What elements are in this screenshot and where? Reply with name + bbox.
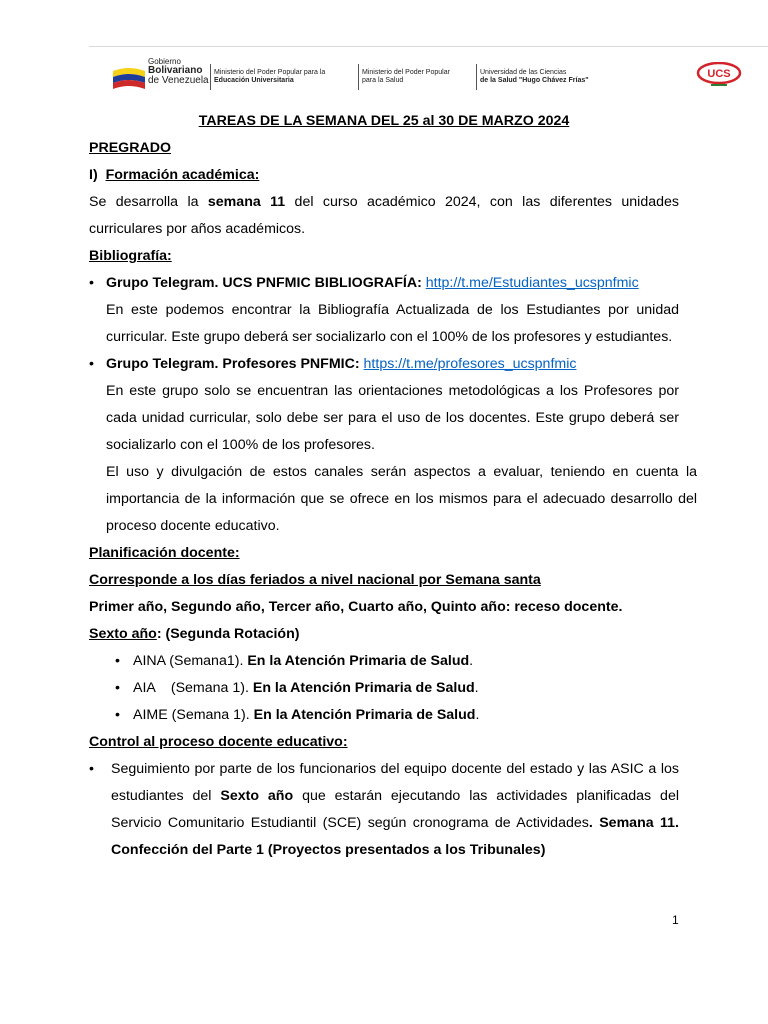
page-title: TAREAS DE LA SEMANA DEL 25 al 30 DE MARZO 2024 xyxy=(198,113,570,129)
section-formacion xyxy=(89,162,679,189)
header-divider xyxy=(358,64,359,90)
rotation-name: AIME (Semana 1). xyxy=(133,707,254,723)
ministry-health-line2: para la Salud xyxy=(362,77,404,84)
control-paragraph xyxy=(89,756,679,864)
section-formacion-title: Formación académica: xyxy=(105,167,260,183)
list-item xyxy=(89,648,679,675)
text-run: . xyxy=(469,653,474,669)
feriados-note: Corresponde a los días feriados a nivel nacional por Semana santa xyxy=(89,572,541,588)
list-item-telegram-bibliografia xyxy=(89,270,679,297)
gov-line-1: Gobierno xyxy=(148,57,181,66)
text-run: Se desarrolla la xyxy=(89,194,208,210)
bullet-icon: • xyxy=(89,761,94,777)
text-run: del curso académico 2024, con las diferentes unidades curriculares por años académicos. xyxy=(89,194,679,237)
telegram-group-label: Grupo Telegram. UCS PNFMIC BIBLIOGRAFÍA: xyxy=(106,275,422,291)
ministry-education-line2: Educación Universitaria xyxy=(214,77,294,84)
rotation-location: En la Atención Primaria de Salud xyxy=(253,707,476,723)
heading-bibliografia: Bibliografía: xyxy=(89,248,172,264)
ucs-logo-text: UCS xyxy=(707,68,731,80)
telegram-group-label: Grupo Telegram. Profesores PNFMIC: xyxy=(106,356,360,372)
rotation-location: En la Atención Primaria de Salud xyxy=(247,653,470,669)
text-run: . xyxy=(475,707,480,723)
canales-evaluation-note: El uso y divulgación de estos canales serán aspectos a evaluar, teniendo en cuenta la importancia de la información que se ofrece en los mismos para el adecuado desarrollo del proceso docente educativo. xyxy=(106,464,697,534)
rotation-name: AINA (Semana1). xyxy=(133,653,248,669)
bullet-icon: • xyxy=(115,653,120,669)
text-run: que estarán ejecutando las actividades planificadas del Servicio Comunitario Estudiantil (SCE) según cronograma de Actividades xyxy=(111,788,679,831)
header-divider xyxy=(210,64,211,90)
bullet-icon: • xyxy=(89,275,94,291)
heading-control: Control al proceso docente educativo: xyxy=(89,734,348,750)
list-item-telegram-profesores xyxy=(89,351,679,378)
bullet-icon: • xyxy=(115,680,120,696)
rotation-location: En la Atención Primaria de Salud xyxy=(252,680,475,696)
text-run: Seguimiento por parte de los funcionarios del equipo docente del estado y las ASIC a los estudiantes del xyxy=(111,761,679,804)
telegram-profesores-description: En este grupo solo se encuentran las orientaciones metodológicas a los Profesores por cada unidad curricular, solo debe ser para el uso de los docentes. Este grupo deberá ser socializarlo con el 100% de los profesores. xyxy=(106,383,679,453)
document-body xyxy=(89,108,697,864)
section-pregrado: PREGRADO xyxy=(89,140,171,156)
ministry-health-line1: Ministerio del Poder Popular xyxy=(362,69,450,76)
sexto-ano-label: Sexto año xyxy=(89,626,157,642)
rotation-name: AIA (Semana 1). xyxy=(133,680,253,696)
telegram-bibliografia-link[interactable]: http://t.me/Estudiantes_ucspnfmic xyxy=(425,275,639,291)
section-number: I) xyxy=(89,167,98,183)
university-line2: de la Salud "Hugo Chávez Frías" xyxy=(480,77,589,84)
receso-note: Primer año, Segundo año, Tercer año, Cuarto año, Quinto año: receso docente. xyxy=(89,599,623,615)
ucs-logo xyxy=(696,62,742,88)
paragraph-semana xyxy=(89,189,679,243)
text-run: . xyxy=(588,815,593,831)
semana-number: semana 11 xyxy=(207,194,286,210)
list-item xyxy=(89,702,679,729)
bullet-icon: • xyxy=(89,356,94,372)
telegram-profesores-link[interactable]: https://t.me/profesores_ucspnfmic xyxy=(363,356,577,372)
text-run: . xyxy=(474,680,479,696)
university-name xyxy=(480,69,589,85)
bullet-icon: • xyxy=(115,707,120,723)
gov-line-3: de Venezuela xyxy=(148,75,209,86)
header-divider xyxy=(476,64,477,90)
ministry-health xyxy=(362,69,450,85)
heading-sexto-ano xyxy=(89,621,679,648)
page-number: 1 xyxy=(672,913,679,927)
heading-planificacion: Planificación docente: xyxy=(89,545,240,561)
government-logo-text xyxy=(148,58,209,86)
ministry-education xyxy=(214,69,325,85)
rotacion-label: : (Segunda Rotación) xyxy=(156,626,300,642)
semana-11-task: Semana 11. Confección del Parte 1 (Proyectos presentados a los Tribunales) xyxy=(111,815,679,858)
university-line1: Universidad de las Ciencias xyxy=(480,69,567,76)
letterhead xyxy=(112,56,742,94)
list-item xyxy=(89,675,679,702)
gov-line-2: Bolivariano xyxy=(148,65,203,76)
ministry-education-line1: Ministerio del Poder Popular para la xyxy=(214,69,326,76)
top-rule xyxy=(89,46,768,47)
sexto-ano-emphasis: Sexto año xyxy=(220,788,294,804)
telegram-bibliografia-description: En este podemos encontrar la Bibliografía Actualizada de los Estudiantes por unidad curricular. Este grupo deberá ser socializarlo con el 100% de los profesores y estudiantes. xyxy=(106,302,679,345)
venezuela-flag-icon xyxy=(112,65,146,89)
